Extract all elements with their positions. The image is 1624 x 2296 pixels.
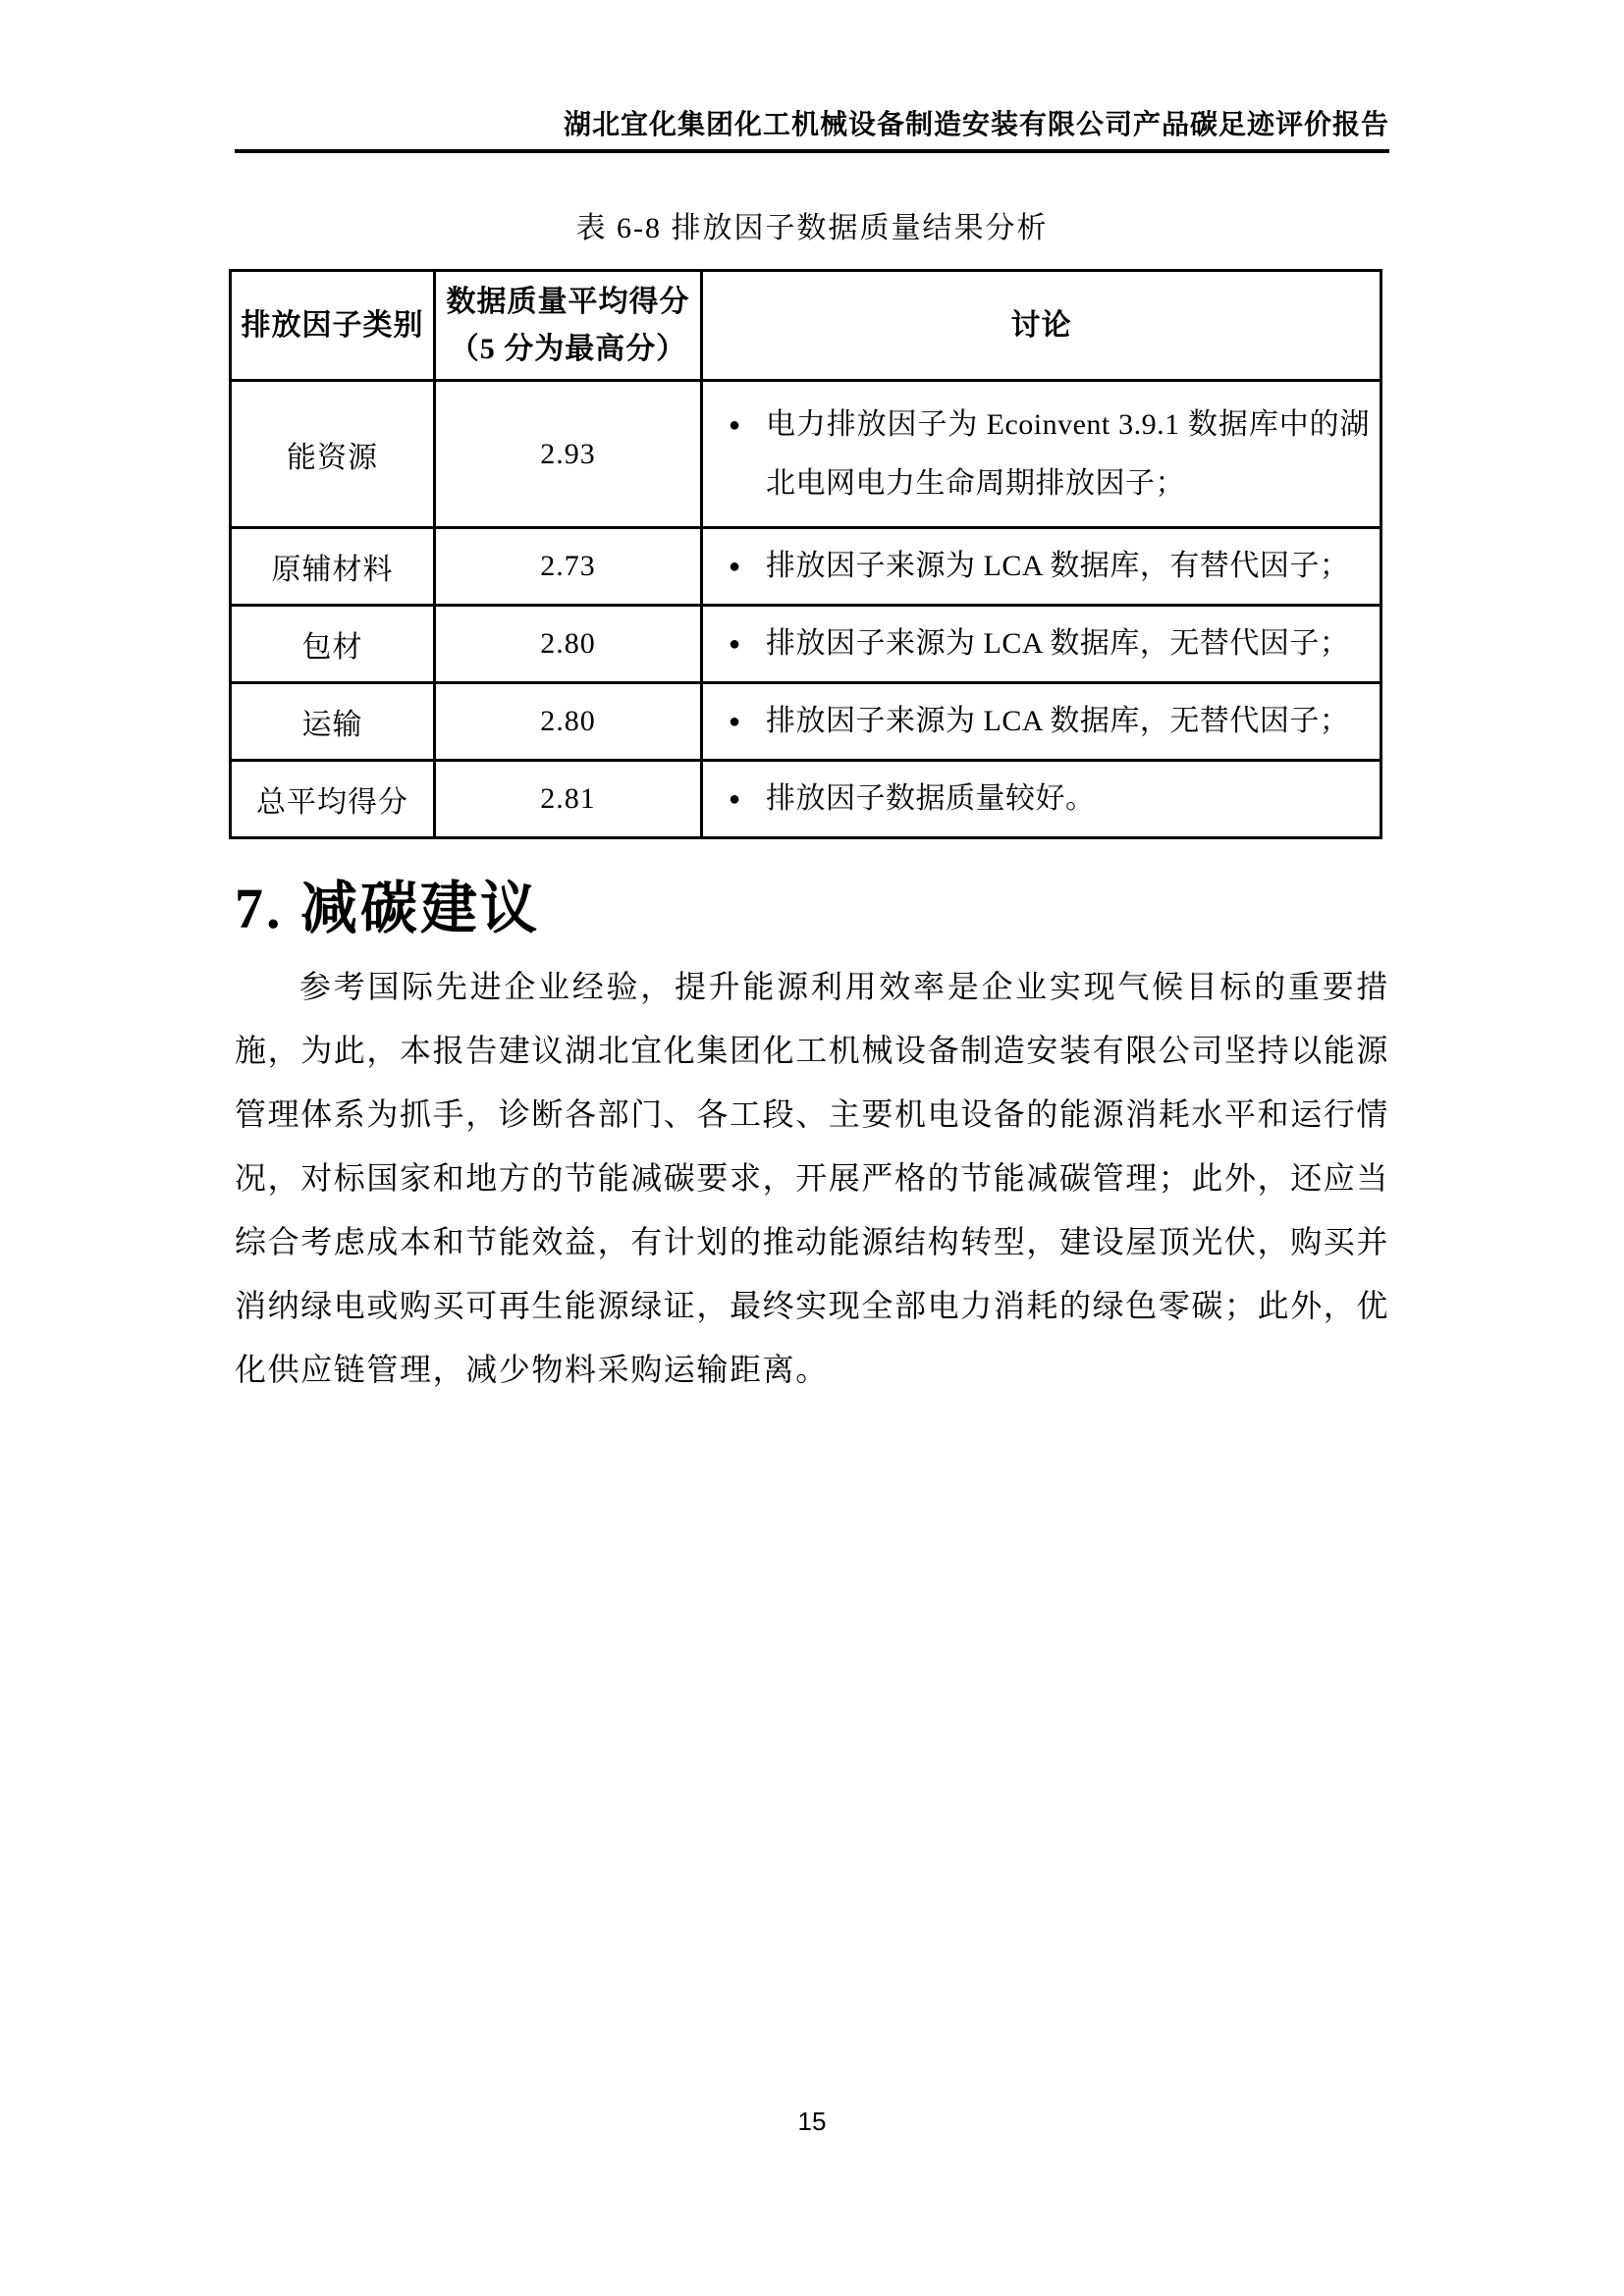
- section-heading: 7. 减碳建议: [235, 877, 541, 940]
- discussion-item: [703, 770, 1370, 828]
- score-cell: 2.73: [435, 528, 702, 606]
- table-caption: 表 6-8 排放因子数据质量结果分析: [575, 212, 1049, 244]
- col-header-score-line2: （5 分为最高分）: [449, 332, 687, 365]
- table-row: [231, 761, 1381, 838]
- report-title: 湖北宜化集团化工机械设备制造安装有限公司产品碳足迹评价报告: [563, 110, 1389, 140]
- page-header: [235, 0, 1389, 141]
- discussion-cell: [702, 606, 1381, 683]
- discussion-item: [703, 692, 1370, 751]
- col-header-category-label: 排放因子类别: [241, 308, 424, 342]
- col-header-score-line1: 数据质量平均得分: [446, 285, 690, 318]
- page-number: 15: [797, 2107, 827, 2136]
- col-header-score: [435, 271, 702, 381]
- discussion-text: 电力排放因子为 Ecoinvent 3.9.1 数据库中的湖北电网电力生命周期排放因子；: [766, 407, 1370, 500]
- table-header: [231, 271, 1381, 381]
- section-paragraph: 参考国际先进企业经验，提升能源利用效率是企业实现气候目标的重要措施，为此，本报告建议湖北宜化集团化工机械设备制造安装有限公司坚持以能源管理体系为抓手，诊断各部门、各工段、主要机电设备的能源消耗水平和运行情况，对标国家和地方的节能减碳要求，开展严格的节能减碳管理；此外，还应当综合考虑成本和节能效益，有计划的推动能源结构转型，建设屋顶光伏，购买并消纳绿电或购买可再生能源绿证，最终实现全部电力消耗的绿色零碳；此外，优化供应链管理，减少物料采购运输距离。: [235, 969, 1390, 1387]
- category-cell: 能资源: [231, 381, 435, 528]
- bullet-icon: ●: [728, 711, 741, 732]
- discussion-text: 排放因子来源为 LCA 数据库，无替代因子；: [766, 705, 1350, 737]
- table-body: [231, 381, 1381, 838]
- discussion-text: 排放因子数据质量较好。: [766, 782, 1096, 815]
- discussion-item: [703, 396, 1370, 513]
- discussion-cell: [702, 528, 1381, 606]
- score-cell: 2.93: [435, 381, 702, 528]
- col-header-discussion: [702, 271, 1381, 381]
- table-row: [231, 683, 1381, 761]
- page-content: [235, 0, 1389, 1402]
- bullet-icon: ●: [728, 413, 741, 436]
- category-cell: 原辅材料: [231, 528, 435, 606]
- table-row: [231, 381, 1381, 528]
- discussion-cell: [702, 381, 1381, 528]
- data-quality-table: [229, 269, 1382, 839]
- discussion-text: 排放因子来源为 LCA 数据库，无替代因子；: [766, 627, 1350, 660]
- bullet-icon: ●: [728, 556, 741, 577]
- category-cell: 总平均得分: [231, 761, 435, 838]
- header-rule: [235, 149, 1389, 153]
- col-header-discussion-label: 讨论: [1010, 308, 1072, 342]
- discussion-cell: [702, 683, 1381, 761]
- table-header-row: [231, 271, 1381, 381]
- bullet-icon: ●: [728, 633, 741, 655]
- discussion-item: [703, 614, 1370, 673]
- table-row: [231, 528, 1381, 606]
- discussion-text: 排放因子来源为 LCA 数据库，有替代因子；: [766, 550, 1350, 582]
- col-header-category: [231, 271, 435, 381]
- score-cell: 2.80: [435, 606, 702, 683]
- category-cell: 运输: [231, 683, 435, 761]
- discussion-cell: [702, 761, 1381, 838]
- category-cell: 包材: [231, 606, 435, 683]
- bullet-icon: ●: [728, 788, 741, 810]
- discussion-item: [703, 537, 1370, 596]
- score-cell: 2.80: [435, 683, 702, 761]
- table-row: [231, 606, 1381, 683]
- score-cell: 2.81: [435, 761, 702, 838]
